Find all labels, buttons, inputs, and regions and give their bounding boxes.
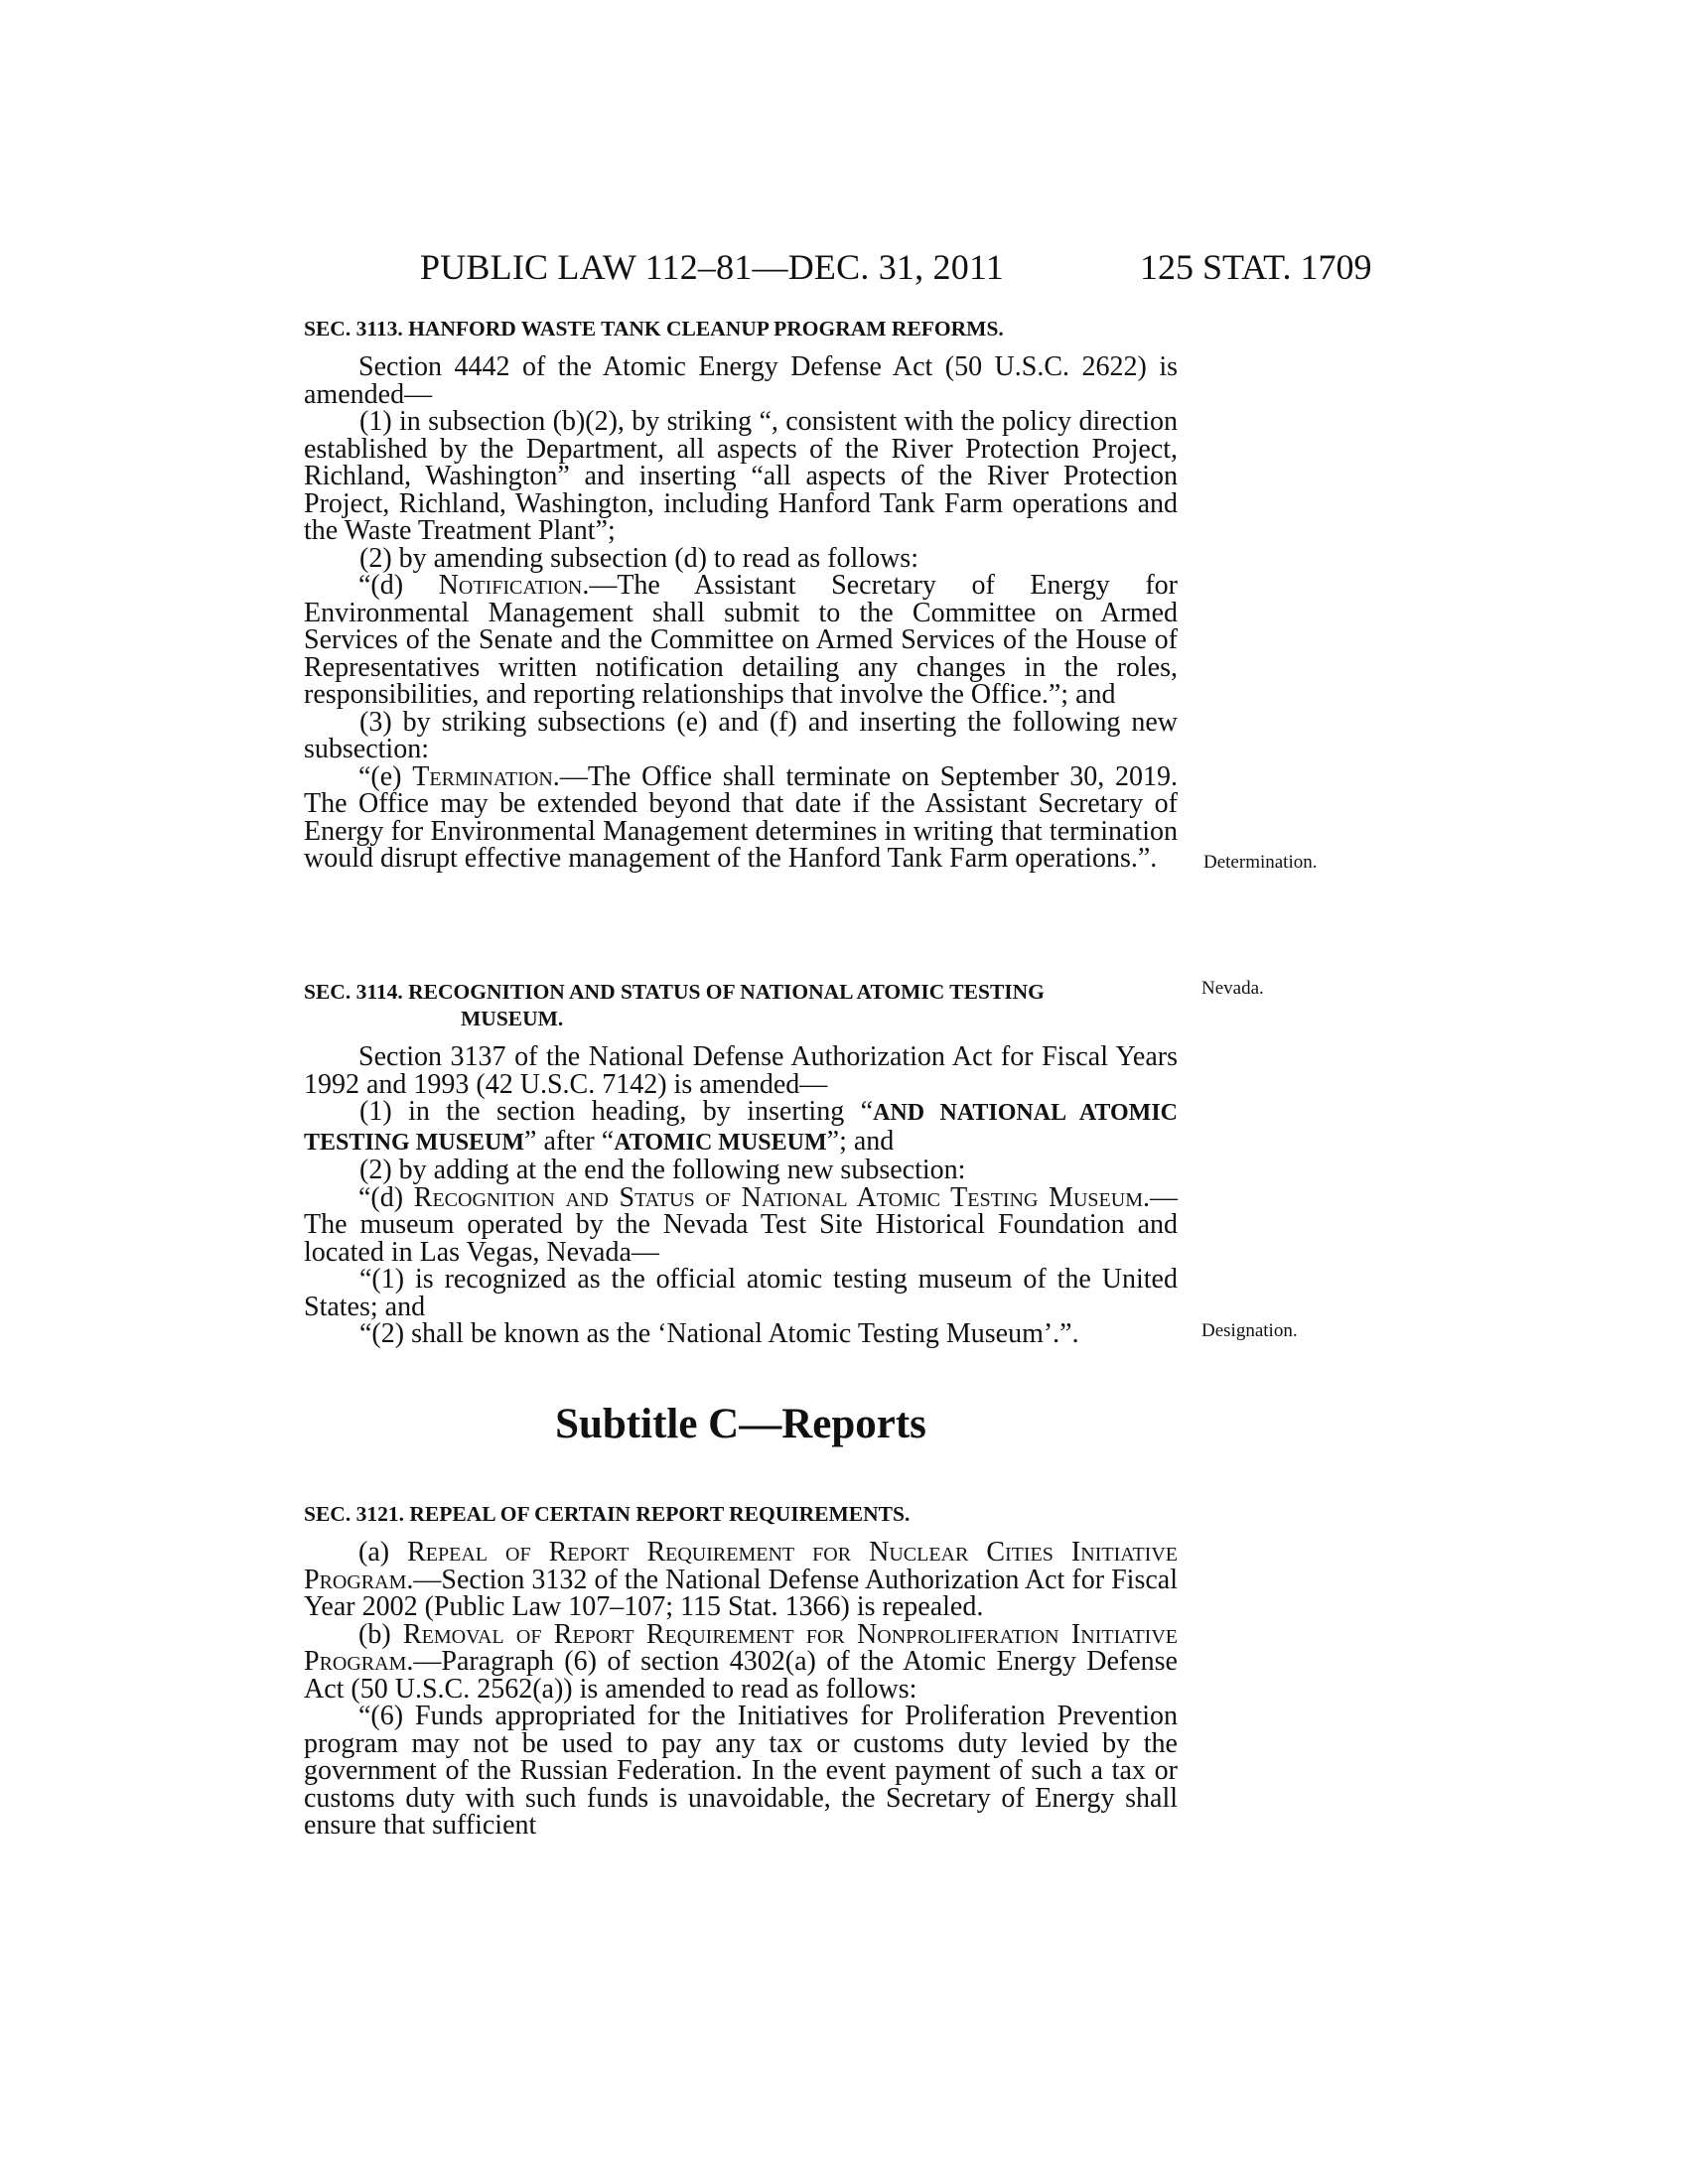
margin-note-determination: Determination. (1203, 852, 1318, 873)
section-intro: Section 3137 of the National Defense Authorization Act for Fiscal Years 1992 and 1993 (42 U.S.C. 7142) is amended— (304, 1041, 1178, 1100)
subsection-caption: Termination. (412, 760, 560, 792)
amendment-item: (2) by amending subsection (d) to read as follows: (359, 542, 918, 574)
section-heading-line: MUSEUM. (461, 1007, 564, 1030)
subsection-caption: Notification. (438, 570, 590, 601)
subsection-caption: Repeal of Report Requirement for Nuclear Cities Initiative Program. (304, 1537, 1178, 1595)
margin-note-nevada: Nevada. (1201, 978, 1264, 999)
item-inserted-heading: AND NATIONAL ATOMIC TESTING MUSEUM (304, 1100, 1178, 1156)
amendment-item: (2) by adding at the end the following new subsection: (359, 1155, 966, 1185)
amendment-item (248, 1098, 1178, 1157)
section-3114 (304, 979, 1178, 1348)
quoted-paragraph: “(2) shall be known as the ‘National Atomic Testing Museum’.”. (359, 1318, 1079, 1349)
subsection-text: —The Assistant Secretary of Energy for Environmental Management shall submit to the Committee on Armed Services of the Senate and the Committee on Armed Services of the House of Representatives written notification detailing any changes in the roles, responsibilities, and reporting relationships that involve the Office.”; and (304, 570, 1178, 710)
section-heading: SEC. 3113. HANFORD WASTE TANK CLEANUP PROGRAM REFORMS. (304, 317, 1004, 341)
amendment-item: (1) in subsection (b)(2), by striking “, consistent with the policy direction established by the Department, all aspects of the River Protection Project, Richland, Washington” and inserting “all aspects of the River Protection Project, Richland, Washington, including Hanford Tank Farm operations and the Waste Treatment Plant”; (304, 406, 1178, 546)
section-heading-line: SEC. 3114. RECOGNITION AND STATUS OF NATIONAL ATOMIC TESTING (304, 980, 1045, 1004)
running-header-law: PUBLIC LAW 112–81—DEC. 31, 2011 (420, 247, 1004, 287)
running-header-stat: 125 STAT. 1709 (1140, 247, 1372, 287)
item-existing-heading: ATOMIC MUSEUM (614, 1129, 827, 1156)
subsection-caption: Removal of Report Requirement for Nonproliferation Initiative Program. (304, 1618, 1178, 1677)
subsection-label: (b) (358, 1618, 403, 1650)
section-heading (304, 979, 1178, 1032)
subsection-caption: Recognition and Status of National Atomic Testing Museum. (413, 1181, 1150, 1213)
subsection-a (304, 1539, 1178, 1621)
quoted-subsection (304, 1181, 1178, 1268)
item-text: ” after “ (524, 1125, 615, 1157)
item-text: (1) in the section heading, by inserting “ (359, 1096, 874, 1127)
section-3121 (304, 1501, 1178, 1840)
item-text: ”; and (826, 1125, 895, 1157)
subsection-text: —Section 3132 of the National Defense Authorization Act for Fiscal Year 2002 (Public Law 107–107; 115 Stat. 1366) is repealed. (304, 1564, 1178, 1622)
section-intro: Section 4442 of the Atomic Energy Defense Act (50 U.S.C. 2622) is amended— (304, 351, 1178, 410)
section-3113 (304, 316, 1178, 873)
subsection-label: “(e) (358, 760, 413, 792)
subtitle-heading: Subtitle C—Reports (555, 1401, 926, 1447)
subsection-b (304, 1618, 1178, 1705)
quoted-paragraph: “(1) is recognized as the official atomic testing museum of the United States; and (304, 1264, 1178, 1322)
subsection-label: (a) (358, 1537, 408, 1568)
subsection-text: —The Office shall terminate on September 30, 2019. The Office may be extended beyond that date if the Assistant Secretary of Energy for Environmental Management determines in writing that termination would disrupt effective management of the Hanford Tank Farm operations.”. (304, 760, 1178, 874)
quoted-paragraph: “(6) Funds appropriated for the Initiatives for Proliferation Prevention program may not be used to pay any tax or customs duty levied by the government of the Russian Federation. In the event payment of such a tax or customs duty with such funds is unavoidable, the Secretary of Energy shall ensure that sufficient (304, 1701, 1178, 1841)
quoted-subsection (304, 760, 1178, 874)
quoted-subsection (304, 572, 1178, 709)
margin-note-designation: Designation. (1201, 1320, 1298, 1341)
subsection-label: “(d) (358, 1181, 414, 1213)
subsection-label: “(d) (358, 570, 439, 601)
section-heading: SEC. 3121. REPEAL OF CERTAIN REPORT REQUIREMENTS. (304, 1502, 911, 1526)
amendment-item: (3) by striking subsections (e) and (f) and inserting the following new subsection: (304, 706, 1178, 764)
subsection-text: —The museum operated by the Nevada Test Site Historical Foundation and located in Las Vegas, Nevada— (304, 1181, 1178, 1268)
subsection-text: —Paragraph (6) of section 4302(a) of the Atomic Energy Defense Act (50 U.S.C. 2562(a)) is amended to read as follows: (304, 1646, 1178, 1705)
